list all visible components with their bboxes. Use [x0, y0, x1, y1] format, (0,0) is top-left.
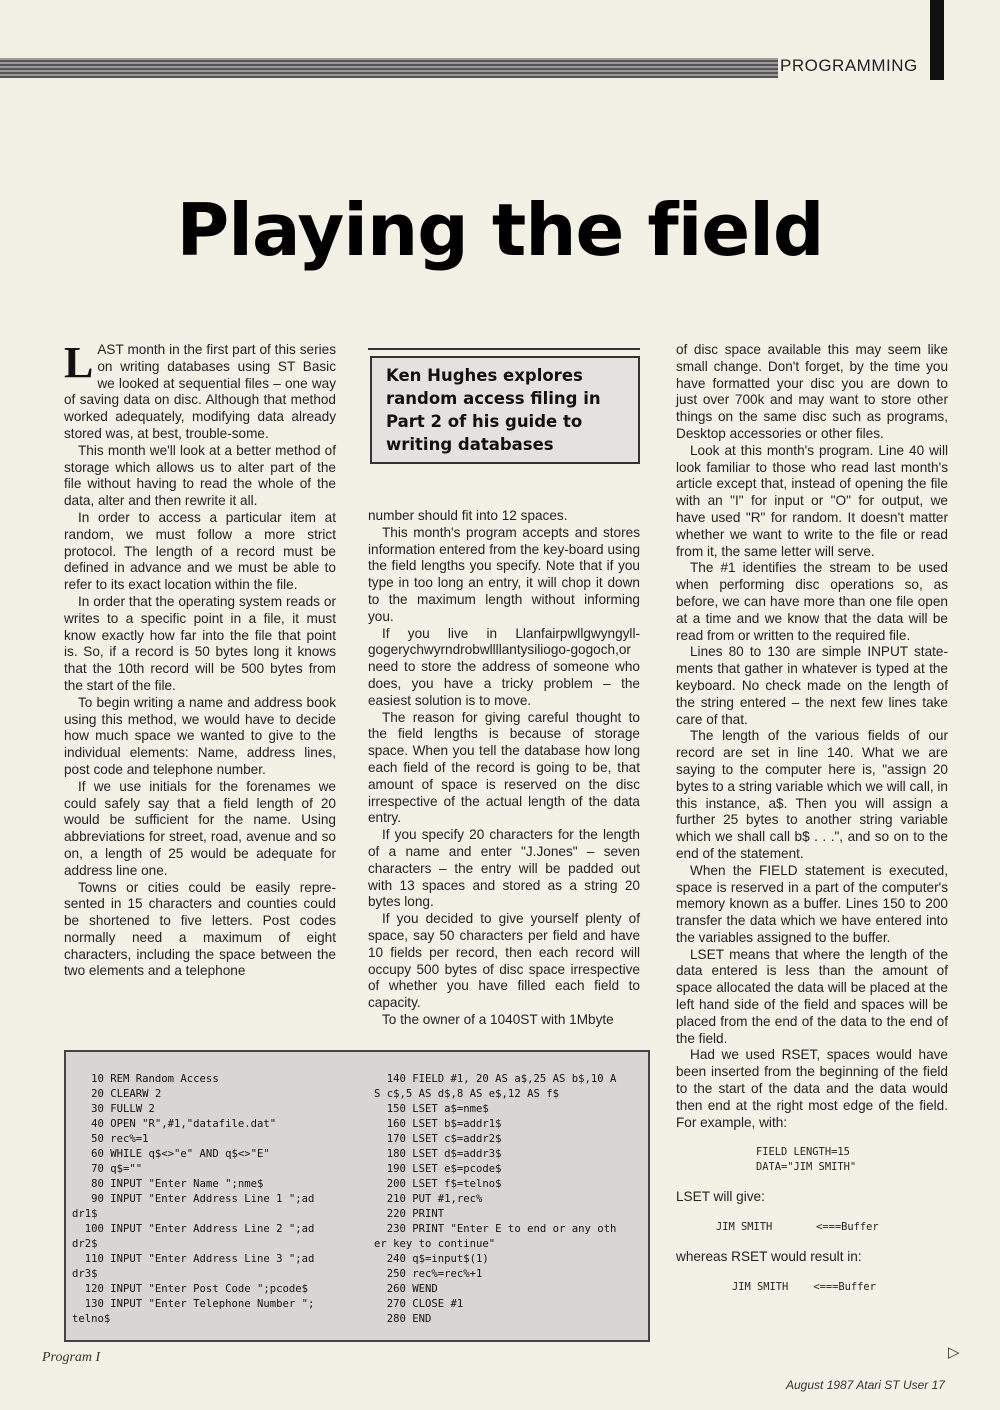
listing-caption: Program I — [42, 1350, 101, 1365]
paragraph: In order to access a particular item at random, we must follow a more strict protocol. The length of a record must be defined in advance and we must be able to refer to its exact location within the file. — [64, 509, 336, 593]
section-label: PROGRAMMING — [780, 56, 918, 75]
paragraph: The length of the various fields of our record are set in line 140. What we are saying to the computer here is, "assign 20 bytes to a string variable which we will call, in this instance, a$. Then you will assign a further 25 bytes to another string variable which we shall call b$ . . .", and so on to the end of the statement. — [676, 728, 948, 861]
paragraph: Look at this month's program. Line 40 will look familiar to those who read last month's article except that, instead of opening the file with an "I" for input or "O" for output, we have used "R" for random. It doesn't matter whether we want to write to the file or read from it, the same letter will serve. — [676, 442, 948, 559]
paragraph: When the FIELD statement is executed, space is reserved in a part of the computer's memory known as a buffer. Lines 150 to 200 transfer the data which we have entered into the variables assigned to the buffer. — [676, 862, 948, 945]
rset-label: whereas RSET would result in: — [676, 1249, 862, 1265]
field-example-code: FIELD LENGTH=15 DATA="JIM SMITH" — [756, 1146, 857, 1174]
paragraph: The reason for giving careful thought to the field lengths is because of storage space. When you tell the database how long each field of the record is going to be, that amount of space is reserved on the disc irrespective of the actual length of the data entry. — [368, 709, 640, 826]
header-rule — [0, 58, 778, 78]
paragraph: If you specify 20 characters for the length of a name and enter "J.Jones" – seven characters – the entry will be padded out with 13 spaces and stored as a string 20 bytes long. — [368, 827, 640, 910]
listing-left-column: 10 REM Random Access 20 CLEARW 2 30 FULLW 2 40 OPEN "R",#1,"datafile.dat" 50 rec%=1 60 WHILE q$<>"e" AND q$<>"E" 70 q$="" 80 INPUT "Enter Name ";nme$ 90 INPUT "Enter Address Line 1 ";ad dr1$ 100 INPUT "Enter Address Line 2 ";ad dr2$ 110 INPUT "Enter Address Line 3 ";ad dr3$ 120 INPUT "Enter Post Code ";pcode$ 130 INPUT "Enter Telephone Number "; telno$ — [72, 1073, 315, 1325]
paragraph: Had we used RSET, spaces would have been inserted from the beginning of the field to the start of the data and the data would then end at the right most edge of the field. For example, with: — [676, 1047, 948, 1130]
paragraph: of disc space available this may seem like small change. Don't forget, by the time you have formatted your disc you are down to just over 700k and may want to store other things on the same disc such as programs, Desktop accessories or other files. — [676, 342, 948, 441]
standfirst-top-rule — [368, 348, 640, 350]
lset-label: LSET will give: — [676, 1189, 765, 1205]
paragraph: The #1 identifies the stream to be used when performing disc operations so, as before, we can have more than one file open at a time and we know that the data will be read from or written to the required file. — [676, 560, 948, 643]
rset-result: JIM SMITH <===Buffer — [732, 1281, 876, 1294]
paragraph: This month we'll look at a better method of storage which allows us to alter part of the file without having to read the whole of the data, alter and then rewrite it all. — [64, 442, 336, 509]
paragraph: This month's program accepts and stores information entered from the key-board using the field lengths you specify. Note that if you type in too long an entry, it will chop it down to the maximum length without informing you. — [368, 524, 640, 624]
program-listing — [64, 1050, 650, 1342]
paragraph: Lines 80 to 130 are simple INPUT state-ments that gather in whatever is typed at the keyboard. No check made on the length of the string entered – the next few lines take care of that. — [676, 644, 948, 727]
column-2 — [368, 508, 640, 1029]
paragraph: LAST month in the first part of this series on writing databases using ST Basic we looked at sequential files – one way of saving data on disc. Although that method worked adequately, modifying data already stored was, at best, trouble-some. — [64, 338, 336, 441]
paragraph: If you decided to give yourself plenty of space, say 50 characters per field and have 10 fields per record, then each record will occupy 500 bytes of disc space irrespective of whether you have filled each field to capacity. — [368, 911, 640, 1011]
standfirst-box — [370, 356, 640, 464]
paragraph: If we use initials for the forenames we could safely say that a field length of 20 would be sufficient for the name. Using abbreviations for street, road, avenue and so on, a length of 25 would be adequate for address line one. — [64, 778, 336, 878]
article-title: Playing the field — [176, 188, 824, 272]
listing-right-column: 140 FIELD #1, 20 AS a$,25 AS b$,10 A S c$,5 AS d$,8 AS e$,12 AS f$ 150 LSET a$=nme$ 160 LSET b$=addr1$ 170 LSET c$=addr2$ 180 LSET d$=addr3$ 190 LSET e$=pcode$ 200 LSET f$=telno$ 210 PUT #1,rec% 220 PRINT 230 PRINT "Enter E to end or any oth er key to continue" 240 q$=input$(1) 250 rec%=rec%+1 260 WEND 270 CLOSE #1 280 END — [374, 1073, 617, 1325]
paragraph: number should fit into 12 spaces. — [368, 508, 568, 523]
standfirst-text: Ken Hughes explores random access filing in Part 2 of his guide to writing databases — [386, 366, 601, 454]
paragraph: LSET means that where the length of the data entered is less than the amount of space allocated the data will be placed at the left hand side of the field and spaces will be placed from the end of the data to the end of the field. — [676, 946, 948, 1046]
column-3 — [676, 342, 948, 1295]
paragraph: To the owner of a 1040ST with 1Mbyte — [382, 1011, 614, 1027]
drop-cap: L — [64, 338, 94, 387]
corner-marker — [930, 0, 944, 80]
paragraph: In order that the operating system reads or writes to a specific point in a file, it must know exactly how far into the file that point is. So, if a record is 50 bytes long it knows that the 10th record will be 500 bytes from the start of the file. — [64, 593, 336, 693]
paragraph: Towns or cities could be easily repre-sented in 15 characters and counties could be shortened to five letters. Post codes normally need a maximum of eight characters, including the space between the two elements and a telephone — [64, 879, 336, 979]
page-footer: August 1987 Atari ST User 17 — [786, 1378, 945, 1392]
standfirst — [368, 348, 640, 460]
paragraph: To begin writing a name and address book using this method, we would have to decide how much space we wanted to give to the individual elements: Name, address lines, post code and telephone number. — [64, 694, 336, 777]
paragraph: If you live in Llanfairpwllgwyngyll-gogerychwyrndrobwllllantysiliogo-gogoch,or need to store the address of someone who does, you have a tricky problem – the easiest solution is to move. — [368, 625, 640, 708]
lset-result: JIM SMITH <===Buffer — [716, 1221, 879, 1234]
column-1 — [64, 338, 336, 980]
continue-arrow-icon: ▷ — [948, 1344, 960, 1361]
